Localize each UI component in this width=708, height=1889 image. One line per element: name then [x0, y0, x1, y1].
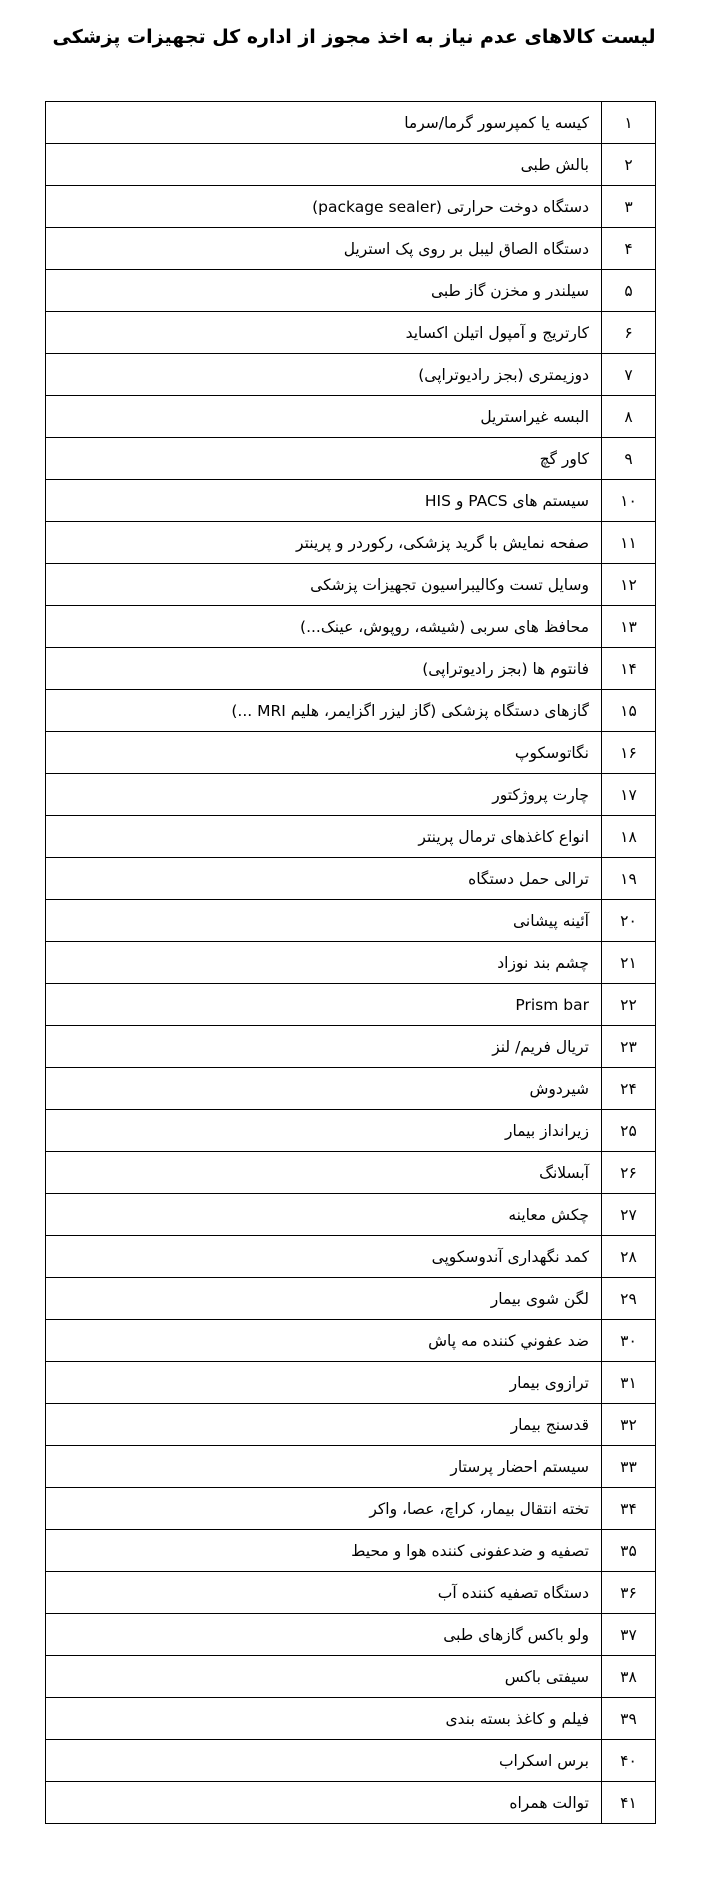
- table-row: [46, 1110, 656, 1152]
- row-number: ۶: [602, 312, 656, 354]
- item-name: آبسلانگ: [46, 1152, 602, 1194]
- row-number: ۱۲: [602, 564, 656, 606]
- row-number: ۱: [602, 102, 656, 144]
- table-row: [46, 774, 656, 816]
- item-name: ضد عفوني كننده مه پاش: [46, 1320, 602, 1362]
- table-row: [46, 732, 656, 774]
- table-row: [46, 270, 656, 312]
- item-name: دوزیمتری (بجز رادیوتراپی): [46, 354, 602, 396]
- items-table: [45, 101, 656, 1824]
- item-name: ترالی حمل دستگاه: [46, 858, 602, 900]
- table-row: [46, 1320, 656, 1362]
- table-row: [46, 1656, 656, 1698]
- row-number: ۲: [602, 144, 656, 186]
- table-row: [46, 1740, 656, 1782]
- table-row: [46, 1152, 656, 1194]
- item-name: دستگاه تصفیه کننده آب: [46, 1572, 602, 1614]
- table-row: [46, 1530, 656, 1572]
- table-row: [46, 690, 656, 732]
- item-name: لگن شوی بیمار: [46, 1278, 602, 1320]
- item-name: کیسه یا کمپرسور گرما/سرما: [46, 102, 602, 144]
- table-row: [46, 186, 656, 228]
- table-row: [46, 900, 656, 942]
- table-row: [46, 480, 656, 522]
- table-row: [46, 354, 656, 396]
- item-name: زیرانداز بیمار: [46, 1110, 602, 1152]
- table-row: [46, 1362, 656, 1404]
- row-number: ۵: [602, 270, 656, 312]
- row-number: ۳۶: [602, 1572, 656, 1614]
- row-number: ۴۱: [602, 1782, 656, 1824]
- row-number: ۱۰: [602, 480, 656, 522]
- item-name: چکش معاینه: [46, 1194, 602, 1236]
- item-name: فانتوم ها (بجز رادیوتراپی): [46, 648, 602, 690]
- table-row: [46, 144, 656, 186]
- row-number: ۱۷: [602, 774, 656, 816]
- row-number: ۱۹: [602, 858, 656, 900]
- item-name: انواع کاغذهای ترمال پرینتر: [46, 816, 602, 858]
- table-row: [46, 1068, 656, 1110]
- row-number: ۴۰: [602, 1740, 656, 1782]
- item-name: تصفیه و ضدعفونی کننده هوا و محیط: [46, 1530, 602, 1572]
- item-name: برس اسکراب: [46, 1740, 602, 1782]
- table-row: [46, 1236, 656, 1278]
- row-number: ۳۰: [602, 1320, 656, 1362]
- table-row: [46, 1404, 656, 1446]
- row-number: ۳۹: [602, 1698, 656, 1740]
- table-row: [46, 1614, 656, 1656]
- table-row: [46, 942, 656, 984]
- row-number: ۹: [602, 438, 656, 480]
- table-row: [46, 522, 656, 564]
- table-row: [46, 648, 656, 690]
- item-name: محافظ های سربی (شیشه، روپوش، عینک...): [46, 606, 602, 648]
- table-row: [46, 396, 656, 438]
- item-name: تخته انتقال بیمار، کراچ، عصا، واکر: [46, 1488, 602, 1530]
- row-number: ۱۳: [602, 606, 656, 648]
- table-row: [46, 312, 656, 354]
- row-number: ۳۸: [602, 1656, 656, 1698]
- item-name: سیفتی باکس: [46, 1656, 602, 1698]
- table-row: [46, 1446, 656, 1488]
- table-row: [46, 858, 656, 900]
- row-number: ۳۳: [602, 1446, 656, 1488]
- table-row: [46, 1026, 656, 1068]
- row-number: ۳۱: [602, 1362, 656, 1404]
- row-number: ۱۱: [602, 522, 656, 564]
- table-row: [46, 816, 656, 858]
- item-name: دستگاه الصاق لیبل بر روی پک استریل: [46, 228, 602, 270]
- item-name: تریال فریم/ لنز: [46, 1026, 602, 1068]
- item-name: کاور گچ: [46, 438, 602, 480]
- item-name: کمد نگهداری آندوسکوپی: [46, 1236, 602, 1278]
- table-row: [46, 1278, 656, 1320]
- row-number: ۲۳: [602, 1026, 656, 1068]
- row-number: ۳۷: [602, 1614, 656, 1656]
- row-number: ۱۸: [602, 816, 656, 858]
- row-number: ۳: [602, 186, 656, 228]
- table-row: [46, 102, 656, 144]
- item-name: توالت همراه: [46, 1782, 602, 1824]
- item-name: قدسنج بیمار: [46, 1404, 602, 1446]
- item-name: گازهای دستگاه پزشکی (گاز لیزر اگزایمر، هلیم MRI ...): [46, 690, 602, 732]
- row-number: ۲۹: [602, 1278, 656, 1320]
- item-name: بالش طبی: [46, 144, 602, 186]
- row-number: ۲۷: [602, 1194, 656, 1236]
- table-row: [46, 1572, 656, 1614]
- row-number: ۷: [602, 354, 656, 396]
- item-name: سیلندر و مخزن گاز طبی: [46, 270, 602, 312]
- row-number: ۳۲: [602, 1404, 656, 1446]
- row-number: ۲۱: [602, 942, 656, 984]
- table-row: [46, 984, 656, 1026]
- item-name: ولو باکس گازهای طبی: [46, 1614, 602, 1656]
- item-name: آئینه پیشانی: [46, 900, 602, 942]
- item-name: چشم بند نوزاد: [46, 942, 602, 984]
- item-name: دستگاه دوخت حرارتی (package sealer): [46, 186, 602, 228]
- table-row: [46, 606, 656, 648]
- row-number: ۲۵: [602, 1110, 656, 1152]
- item-name: چارت پروژکتور: [46, 774, 602, 816]
- row-number: ۱۴: [602, 648, 656, 690]
- table-row: [46, 1194, 656, 1236]
- row-number: ۴: [602, 228, 656, 270]
- row-number: ۲۲: [602, 984, 656, 1026]
- row-number: ۱۶: [602, 732, 656, 774]
- row-number: ۲۸: [602, 1236, 656, 1278]
- table-row: [46, 1698, 656, 1740]
- table-row: [46, 1782, 656, 1824]
- item-name: کارتریج و آمپول اتیلن اکساید: [46, 312, 602, 354]
- row-number: ۲۰: [602, 900, 656, 942]
- row-number: ۳۴: [602, 1488, 656, 1530]
- table-row: [46, 564, 656, 606]
- item-name: البسه غیراستریل: [46, 396, 602, 438]
- table-row: [46, 438, 656, 480]
- row-number: ۸: [602, 396, 656, 438]
- item-name: وسایل تست وکالیبراسیون تجهیزات پزشکی: [46, 564, 602, 606]
- page-title: لیست کالاهای عدم نیاز به اخذ مجوز از اداره کل تجهیزات پزشکی: [52, 26, 656, 48]
- item-name: فیلم و کاغذ بسته بندی: [46, 1698, 602, 1740]
- row-number: ۲۶: [602, 1152, 656, 1194]
- item-name: شیردوش: [46, 1068, 602, 1110]
- item-name: Prism bar: [46, 984, 602, 1026]
- table-row: [46, 228, 656, 270]
- row-number: ۱۵: [602, 690, 656, 732]
- table-row: [46, 1488, 656, 1530]
- item-name: نگاتوسکوپ: [46, 732, 602, 774]
- row-number: ۲۴: [602, 1068, 656, 1110]
- item-name: سیستم های PACS و HIS: [46, 480, 602, 522]
- item-name: صفحه نمایش با گرید پزشکی، رکوردر و پرینتر: [46, 522, 602, 564]
- items-table-body: [46, 102, 656, 1824]
- item-name: سیستم احضار پرستار: [46, 1446, 602, 1488]
- item-name: ترازوی بیمار: [46, 1362, 602, 1404]
- row-number: ۳۵: [602, 1530, 656, 1572]
